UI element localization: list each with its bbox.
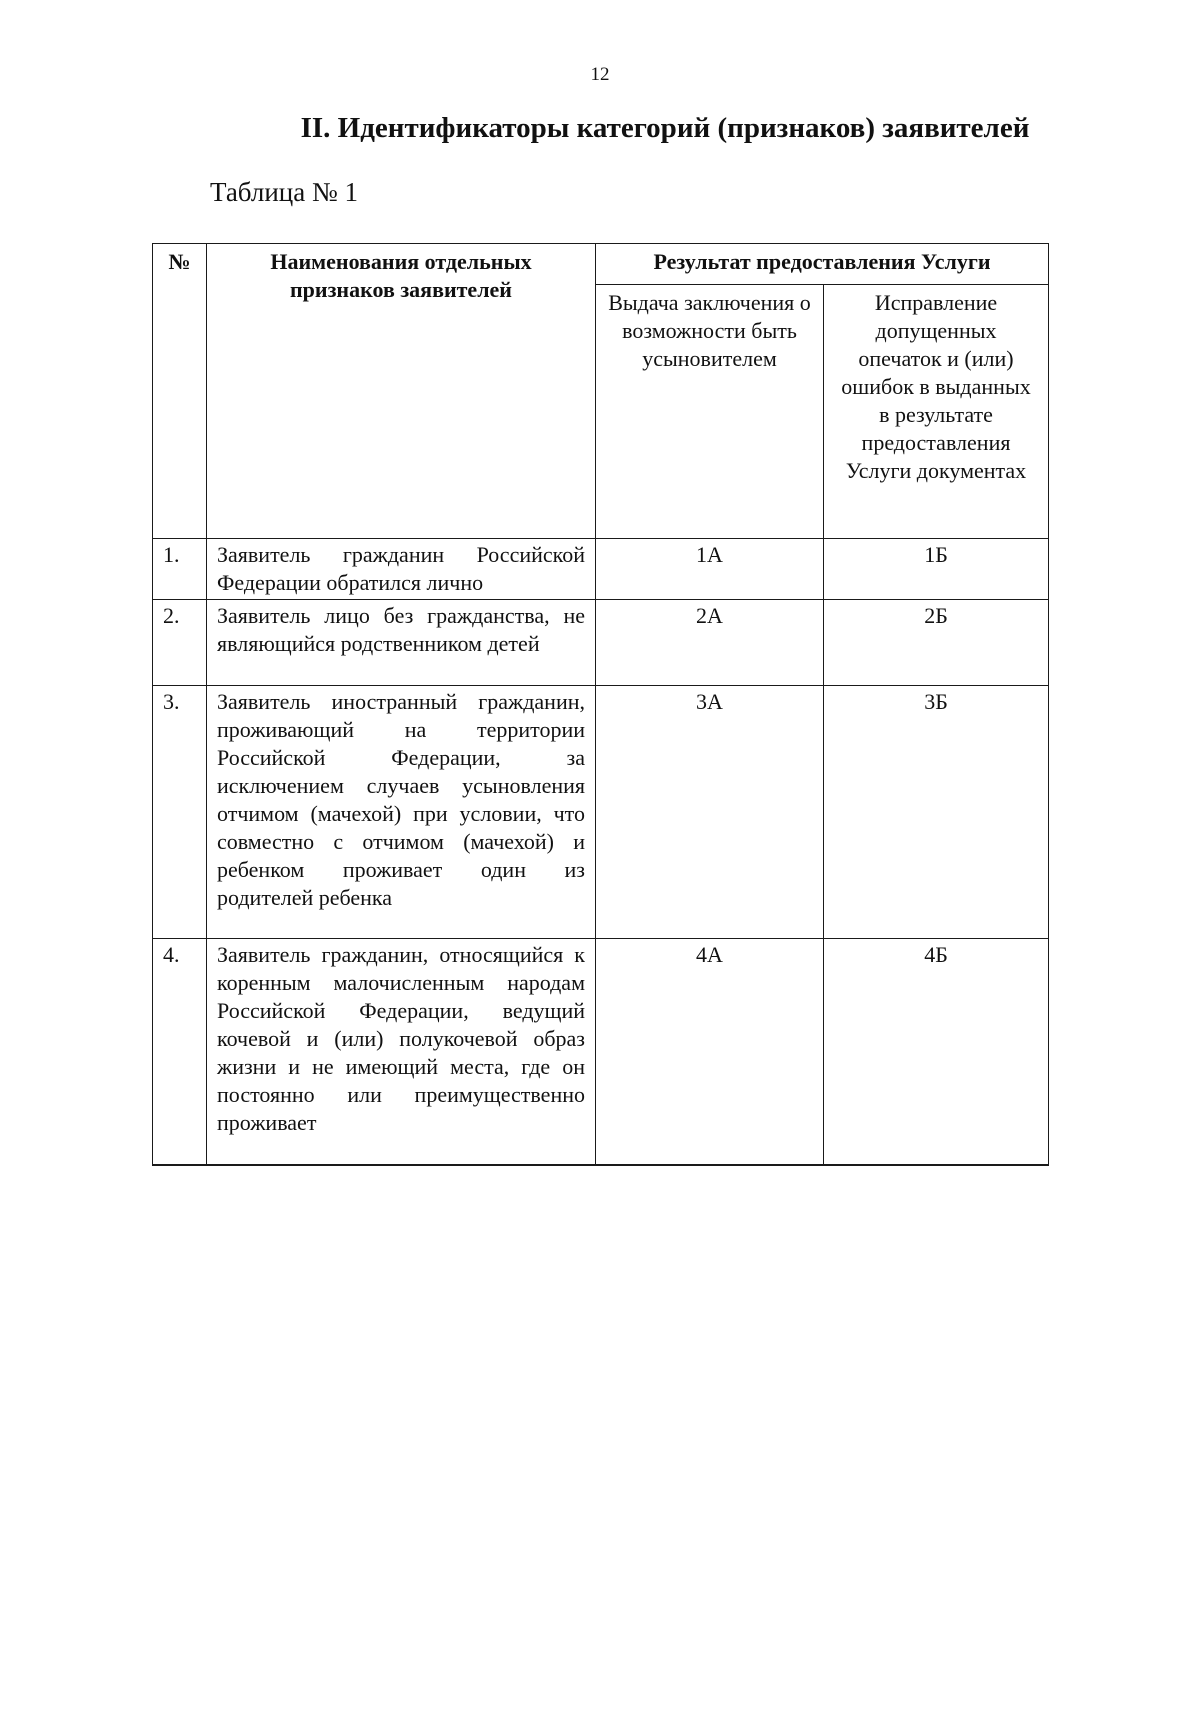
header-num: №	[153, 244, 207, 539]
row-id-a: 2А	[596, 600, 824, 686]
row-id-b: 4Б	[824, 939, 1049, 1165]
row-id-b: 2Б	[824, 600, 1049, 686]
table-row	[153, 686, 1049, 939]
row-id-b: 3Б	[824, 686, 1049, 939]
row-num: 3.	[153, 686, 207, 939]
table-row	[153, 939, 1049, 1165]
row-id-a: 3А	[596, 686, 824, 939]
header-result: Результат предоставления Услуги	[596, 244, 1049, 285]
row-num: 4.	[153, 939, 207, 1165]
table-header-row	[153, 244, 1049, 285]
row-id-a: 1А	[596, 539, 824, 600]
row-id-a: 4А	[596, 939, 824, 1165]
row-name: Заявитель гражданин Российской Федерации обратился лично	[207, 539, 596, 600]
row-name: Заявитель лицо без гражданства, не являющийся родственником детей	[207, 600, 596, 686]
row-name: Заявитель гражданин, относящийся к коренным малочисленным народам Российской Федерации, ведущий кочевой и (или) полукочевой образ жизни и не имеющий места, где он постоянно или преимущественно проживает	[207, 939, 596, 1165]
header-col-a: Выдача заключения о возможности быть усыновителем	[596, 285, 824, 539]
table-caption: Таблица № 1	[210, 177, 358, 207]
header-name: Наименования отдельных признаков заявителей	[207, 244, 596, 539]
table-row	[153, 600, 1049, 686]
row-num: 1.	[153, 539, 207, 600]
section-title: II. Идентификаторы категорий (признаков) заявителей	[300, 112, 1030, 144]
applicant-categories-table	[152, 243, 1049, 1166]
row-id-b: 1Б	[824, 539, 1049, 600]
header-col-b: Исправление допущенных опечаток и (или) ошибок в выданных в результате предоставления Услуги документах	[824, 285, 1049, 539]
page-number: 12	[590, 64, 610, 85]
row-num: 2.	[153, 600, 207, 686]
row-name: Заявитель иностранный гражданин, проживающий на территории Российской Федерации, за исключением случаев усыновления отчимом (мачехой) при условии, что совместно с отчимом (мачехой) и ребенком проживает один из родителей ребенка	[207, 686, 596, 939]
table-row	[153, 539, 1049, 600]
